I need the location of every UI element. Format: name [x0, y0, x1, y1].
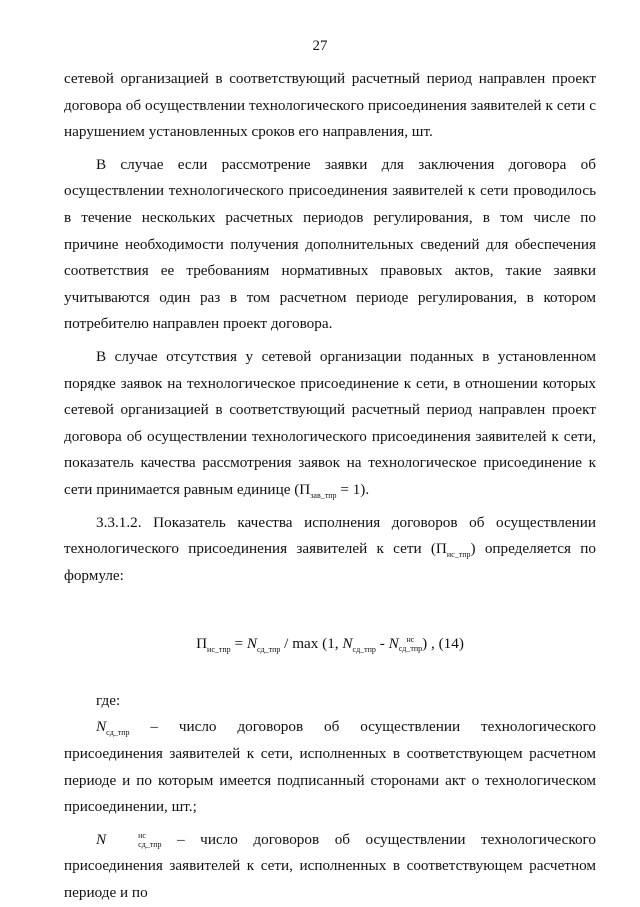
definition-2-subscript: сд_тпр — [138, 839, 162, 849]
formula-14 — [64, 631, 596, 658]
definition-1 — [64, 714, 596, 820]
formula-n1: N — [246, 635, 257, 653]
definition-2-symbol: N — [96, 830, 107, 848]
symbol-p-is: П — [435, 540, 447, 558]
definition-1-subscript: сд_тпр — [106, 728, 130, 738]
formula-n3-superscript: нс — [406, 635, 415, 645]
formula-n3-scripts — [399, 635, 422, 653]
formula-tail: ) , (14) — [422, 635, 464, 653]
where-label: где: — [96, 691, 121, 709]
symbol-p-is-subscript: ис_тпр — [446, 550, 471, 560]
formula-n2-subscript: сд_тпр — [352, 645, 376, 655]
definition-2-scripts — [106, 831, 161, 849]
symbol-p-zav: П — [299, 480, 311, 498]
symbol-p-zav-subscript: зав_тпр — [310, 490, 337, 500]
paragraph-1: сетевой организацией в соответствующий расчетный период направлен проект договора об осуществлении технологического присоединения заявителей к сети с нарушением установленных сроков его направления, шт. — [64, 70, 596, 141]
document-body — [64, 66, 596, 907]
formula-lhs-subscript: ис_тпр — [207, 645, 231, 655]
formula-divide: / max (1, — [280, 635, 343, 653]
formula-n2: N — [342, 635, 353, 653]
paragraph-4-tail: ) определяется по формуле: — [64, 540, 596, 584]
paragraph-3-text: В случае отсутствия у сетевой организации поданных в установленном порядке заявок на технологическое присоединение к сети, в отношении которых сетевой организацией в соответствующий расчетный период направлен проект договора об осуществлении технологического присоединения заявителей к сети, показатель качества рассмотрения заявок на технологическое присоединение к сети принимается равным единице ( — [64, 347, 596, 498]
definition-2-text: – число договоров об осуществлении технологического присоединения заявителей к сети, исполненных в соответствующем расчетном периоде и по — [64, 830, 596, 902]
paragraph-2: В случае если рассмотрение заявки для заключения договора об осуществлении технологического присоединения заявителей к сети проводилось в течение нескольких расчетных периодов регулирования, в том числе по причине необходимости получения дополнительных сведений для обеспечения соответствия ее требованиям нормативных правовых актов, такие заявки учитываются один раз в том расчетном периоде регулирования, в котором потребителю направлен проект договора. — [64, 155, 596, 333]
formula-lhs: П — [196, 635, 208, 653]
page-number: 27 — [312, 38, 328, 54]
paragraph-3 — [64, 344, 596, 504]
formula-equals: = — [230, 635, 247, 653]
definition-1-symbol: N — [96, 718, 107, 736]
formula-n1-subscript: сд_тпр — [256, 645, 281, 655]
formula-minus: - — [375, 635, 389, 653]
definition-2-superscript: нс — [138, 830, 146, 840]
paragraph-4-text: 3.3.1.2. Показатель качества исполнения договоров об осуществлении технологического присоединения заявителей к сети ( — [64, 513, 596, 558]
definition-2 — [64, 827, 596, 907]
paragraph-4 — [64, 510, 596, 590]
paragraph-3-tail: = 1). — [336, 480, 370, 498]
formula-n3-subscript: сд_тпр — [398, 644, 423, 654]
formula-n3: N — [388, 635, 399, 653]
definition-1-text: – число договоров об осуществлении технологического присоединения заявителей к сети, исполненных в соответствующем расчетном периоде и по которым имеется подписанный сторонами акт о технологическом присоединении, шт.; — [64, 718, 596, 816]
